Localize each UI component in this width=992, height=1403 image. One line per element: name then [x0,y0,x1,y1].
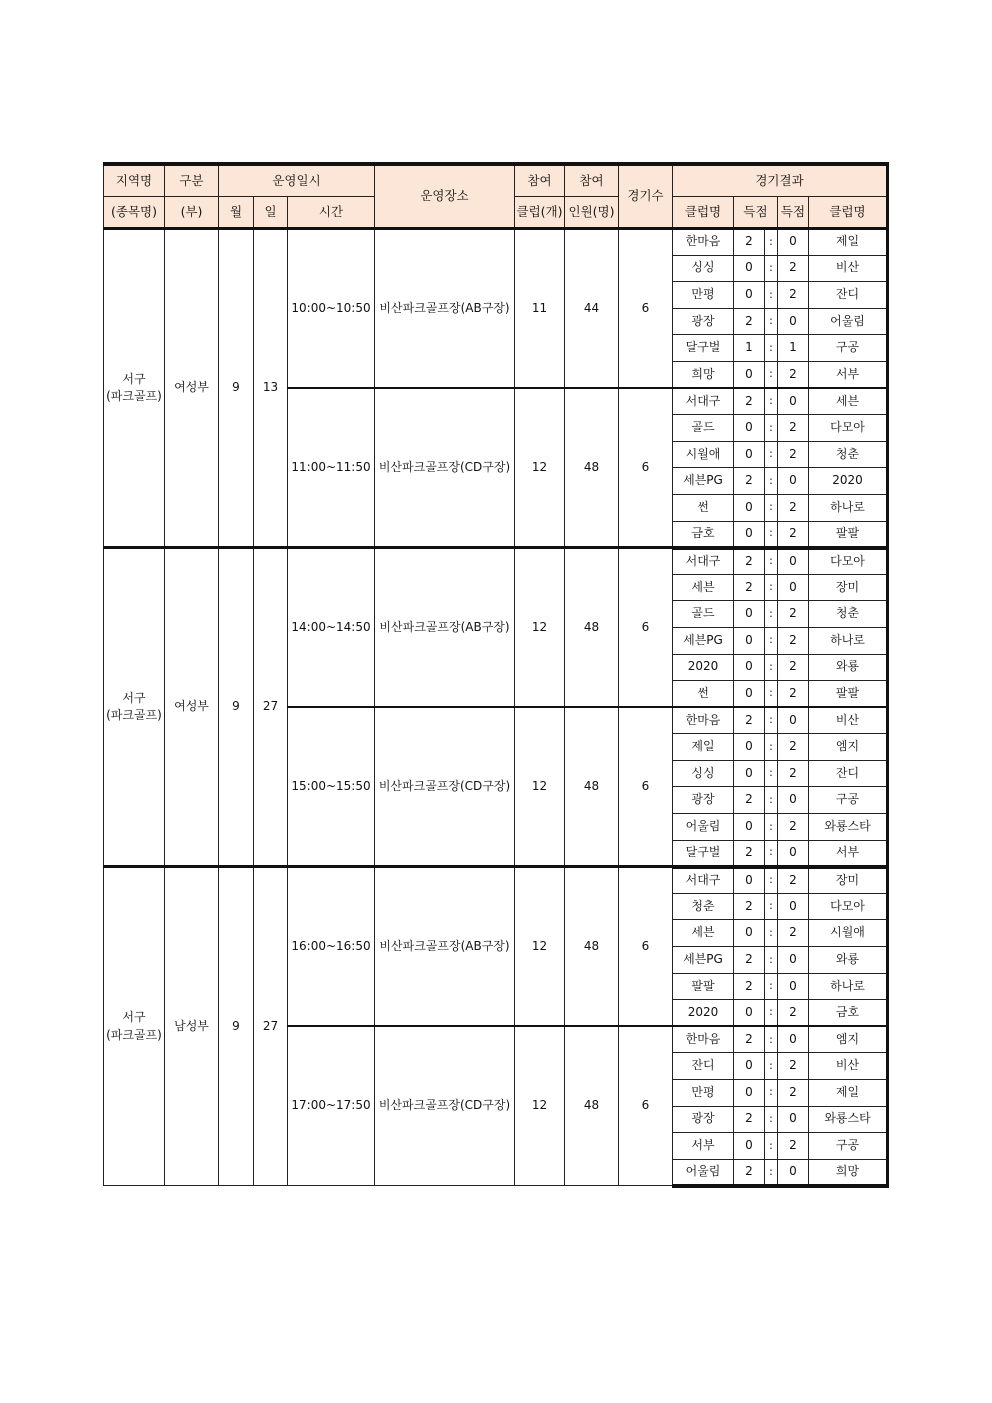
score-separator: : [765,867,778,894]
home-score-cell: 0 [734,494,765,521]
away-score-cell: 0 [778,947,809,974]
home-club-cell: 썬 [673,681,734,708]
header-club-name-right: 클럽명 [809,197,888,229]
home-score-cell: 2 [734,973,765,1000]
home-club-cell: 2020 [673,654,734,681]
time-cell: 10:00~10:50 [288,229,375,389]
header-club-name-left: 클럽명 [673,197,734,229]
home-club-cell: 광장 [673,308,734,335]
time-cell: 11:00~11:50 [288,388,375,548]
games-count-cell: 6 [619,1026,673,1186]
time-cell: 14:00~14:50 [288,548,375,708]
month-cell: 9 [219,867,254,1186]
home-score-cell: 0 [734,920,765,947]
region-cell [104,229,165,548]
away-score-cell: 2 [778,415,809,442]
people-count-cell: 48 [565,707,619,867]
score-separator: : [765,973,778,1000]
home-club-cell: 광장 [673,1106,734,1133]
header-region-sub: (종목명) [104,197,165,229]
score-separator: : [765,388,778,415]
home-score-cell: 0 [734,415,765,442]
home-club-cell: 서대구 [673,867,734,894]
score-separator: : [765,1080,778,1107]
table-body [104,229,888,1186]
away-club-cell: 시월애 [809,920,888,947]
home-score-cell: 2 [734,1106,765,1133]
home-score-cell: 2 [734,229,765,256]
away-score-cell: 2 [778,282,809,309]
region-name: 서구 [122,371,146,386]
division-cell: 남성부 [165,867,219,1186]
score-separator: : [765,840,778,867]
away-score-cell: 2 [778,1000,809,1027]
away-club-cell: 하나로 [809,627,888,654]
month-cell: 9 [219,548,254,867]
home-score-cell: 0 [734,654,765,681]
region-name: 서구 [122,690,146,705]
day-cell: 27 [254,867,288,1186]
home-club-cell: 2020 [673,1000,734,1027]
away-score-cell: 2 [778,441,809,468]
home-score-cell: 2 [734,548,765,575]
people-count-cell: 48 [565,867,619,1027]
day-cell: 13 [254,229,288,548]
home-score-cell: 0 [734,601,765,628]
away-club-cell: 구공 [809,335,888,362]
score-separator: : [765,468,778,495]
away-club-cell: 비산 [809,1053,888,1080]
away-club-cell: 서부 [809,361,888,388]
away-club-cell: 팔팔 [809,681,888,708]
away-club-cell: 제일 [809,1080,888,1107]
score-separator: : [765,601,778,628]
home-club-cell: 잔디 [673,1053,734,1080]
home-club-cell: 금호 [673,521,734,548]
away-score-cell: 1 [778,335,809,362]
home-club-cell: 만평 [673,1080,734,1107]
score-separator: : [765,1026,778,1053]
region-cell [104,867,165,1186]
away-club-cell: 잔디 [809,760,888,787]
home-club-cell: 세븐 [673,920,734,947]
games-count-cell: 6 [619,867,673,1027]
away-club-cell: 장미 [809,867,888,894]
away-club-cell: 비산 [809,707,888,734]
home-club-cell: 세븐PG [673,468,734,495]
home-club-cell: 달구벌 [673,335,734,362]
away-club-cell: 엠지 [809,734,888,761]
home-club-cell: 시월애 [673,441,734,468]
away-club-cell: 와룡 [809,654,888,681]
home-club-cell: 제일 [673,734,734,761]
score-separator: : [765,574,778,601]
score-separator: : [765,494,778,521]
home-score-cell: 1 [734,335,765,362]
header-month: 월 [219,197,254,229]
schedule-results-table [103,162,889,1188]
away-score-cell: 0 [778,1106,809,1133]
header-people-sub: 인원(명) [565,197,619,229]
games-count-cell: 6 [619,229,673,389]
header-clubs: 참여 [515,164,565,197]
score-separator: : [765,1106,778,1133]
header-venue: 운영장소 [375,164,515,229]
home-club-cell: 서부 [673,1133,734,1160]
away-club-cell: 금호 [809,1000,888,1027]
away-score-cell: 2 [778,361,809,388]
score-separator: : [765,335,778,362]
time-cell: 16:00~16:50 [288,867,375,1027]
home-score-cell: 2 [734,574,765,601]
away-score-cell: 0 [778,574,809,601]
home-club-cell: 골드 [673,601,734,628]
home-club-cell: 청춘 [673,893,734,920]
month-cell: 9 [219,229,254,548]
home-score-cell: 0 [734,814,765,841]
clubs-count-cell: 12 [515,1026,565,1186]
home-score-cell: 0 [734,1000,765,1027]
home-club-cell: 한마음 [673,229,734,256]
table-row [104,548,888,575]
away-club-cell: 어울림 [809,308,888,335]
home-score-cell: 0 [734,1053,765,1080]
home-score-cell: 0 [734,361,765,388]
header-time: 시간 [288,197,375,229]
region-cell [104,548,165,867]
away-club-cell: 장미 [809,574,888,601]
away-score-cell: 2 [778,1080,809,1107]
away-score-cell: 0 [778,1026,809,1053]
away-score-cell: 2 [778,601,809,628]
home-score-cell: 0 [734,282,765,309]
away-club-cell: 다모아 [809,893,888,920]
division-cell: 여성부 [165,229,219,548]
score-separator: : [765,893,778,920]
home-score-cell: 0 [734,681,765,708]
away-club-cell: 구공 [809,1133,888,1160]
away-score-cell: 0 [778,548,809,575]
home-club-cell: 만평 [673,282,734,309]
games-count-cell: 6 [619,388,673,548]
home-score-cell: 0 [734,441,765,468]
away-club-cell: 희망 [809,1159,888,1186]
score-separator: : [765,947,778,974]
home-score-cell: 0 [734,255,765,282]
venue-cell: 비산파크골프장(CD구장) [375,707,515,867]
home-club-cell: 팔팔 [673,973,734,1000]
home-club-cell: 싱싱 [673,255,734,282]
home-club-cell: 어울림 [673,1159,734,1186]
away-score-cell: 2 [778,760,809,787]
away-score-cell: 0 [778,973,809,1000]
away-club-cell: 다모아 [809,548,888,575]
division-cell: 여성부 [165,548,219,867]
home-score-cell: 2 [734,308,765,335]
home-score-cell: 2 [734,468,765,495]
away-score-cell: 2 [778,654,809,681]
away-score-cell: 2 [778,814,809,841]
score-separator: : [765,282,778,309]
header-people: 참여 [565,164,619,197]
away-score-cell: 2 [778,255,809,282]
home-score-cell: 2 [734,1026,765,1053]
score-separator: : [765,361,778,388]
home-score-cell: 0 [734,867,765,894]
clubs-count-cell: 12 [515,707,565,867]
score-separator: : [765,548,778,575]
score-separator: : [765,654,778,681]
away-club-cell: 엠지 [809,1026,888,1053]
away-score-cell: 2 [778,920,809,947]
home-score-cell: 0 [734,1133,765,1160]
away-club-cell: 비산 [809,255,888,282]
people-count-cell: 48 [565,1026,619,1186]
home-club-cell: 세븐PG [673,947,734,974]
score-separator: : [765,681,778,708]
away-club-cell: 와룡스타 [809,1106,888,1133]
away-score-cell: 2 [778,1053,809,1080]
home-club-cell: 한마음 [673,1026,734,1053]
score-separator: : [765,734,778,761]
score-separator: : [765,814,778,841]
home-score-cell: 0 [734,760,765,787]
score-separator: : [765,1133,778,1160]
away-club-cell: 구공 [809,787,888,814]
people-count-cell: 48 [565,548,619,708]
region-sport: (파크골프) [106,1027,162,1042]
home-score-cell: 2 [734,947,765,974]
away-club-cell: 와룡 [809,947,888,974]
home-score-cell: 2 [734,1159,765,1186]
home-score-cell: 2 [734,787,765,814]
away-score-cell: 0 [778,308,809,335]
away-club-cell: 팔팔 [809,521,888,548]
away-score-cell: 0 [778,468,809,495]
score-separator: : [765,441,778,468]
venue-cell: 비산파크골프장(AB구장) [375,867,515,1027]
score-separator: : [765,787,778,814]
venue-cell: 비산파크골프장(AB구장) [375,548,515,708]
people-count-cell: 44 [565,229,619,389]
region-sport: (파크골프) [106,708,162,723]
header-division-sub: (부) [165,197,219,229]
score-separator: : [765,521,778,548]
home-score-cell: 0 [734,521,765,548]
home-score-cell: 2 [734,707,765,734]
away-score-cell: 0 [778,787,809,814]
away-score-cell: 2 [778,867,809,894]
home-score-cell: 2 [734,388,765,415]
home-score-cell: 2 [734,893,765,920]
away-score-cell: 2 [778,734,809,761]
away-club-cell: 서부 [809,840,888,867]
day-cell: 27 [254,548,288,867]
score-separator: : [765,308,778,335]
home-club-cell: 썬 [673,494,734,521]
header-games: 경기수 [619,164,673,229]
home-club-cell: 세븐 [673,574,734,601]
away-club-cell: 제일 [809,229,888,256]
away-score-cell: 0 [778,388,809,415]
score-separator: : [765,920,778,947]
away-score-cell: 0 [778,840,809,867]
venue-cell: 비산파크골프장(AB구장) [375,229,515,389]
away-score-cell: 2 [778,1133,809,1160]
score-separator: : [765,760,778,787]
away-club-cell: 하나로 [809,494,888,521]
away-club-cell: 세븐 [809,388,888,415]
score-separator: : [765,627,778,654]
away-score-cell: 0 [778,707,809,734]
header-region: 지역명 [104,164,165,197]
header-results: 경기결과 [673,164,888,197]
home-club-cell: 달구벌 [673,840,734,867]
table-row [104,867,888,894]
header-score-right: 득점 [778,197,809,229]
games-count-cell: 6 [619,548,673,708]
clubs-count-cell: 11 [515,229,565,389]
away-club-cell: 청춘 [809,601,888,628]
header-schedule: 운영일시 [219,164,375,197]
venue-cell: 비산파크골프장(CD구장) [375,1026,515,1186]
score-separator: : [765,1000,778,1027]
score-separator: : [765,255,778,282]
games-count-cell: 6 [619,707,673,867]
away-club-cell: 청춘 [809,441,888,468]
away-score-cell: 2 [778,627,809,654]
home-club-cell: 희망 [673,361,734,388]
time-cell: 17:00~17:50 [288,1026,375,1186]
home-score-cell: 0 [734,734,765,761]
time-cell: 15:00~15:50 [288,707,375,867]
home-club-cell: 골드 [673,415,734,442]
score-separator: : [765,229,778,256]
score-separator: : [765,1159,778,1186]
people-count-cell: 48 [565,388,619,548]
away-score-cell: 0 [778,1159,809,1186]
home-score-cell: 0 [734,627,765,654]
region-name: 서구 [122,1010,146,1025]
away-score-cell: 2 [778,681,809,708]
score-separator: : [765,415,778,442]
home-club-cell: 어울림 [673,814,734,841]
away-score-cell: 2 [778,521,809,548]
score-separator: : [765,707,778,734]
header-clubs-sub: 클럽(개) [515,197,565,229]
home-score-cell: 0 [734,1080,765,1107]
home-club-cell: 광장 [673,787,734,814]
away-club-cell: 잔디 [809,282,888,309]
home-club-cell: 서대구 [673,548,734,575]
away-club-cell: 와룡스타 [809,814,888,841]
header-score-left: 득점 [734,197,778,229]
score-separator: : [765,1053,778,1080]
away-score-cell: 0 [778,893,809,920]
away-score-cell: 2 [778,494,809,521]
clubs-count-cell: 12 [515,548,565,708]
away-club-cell: 다모아 [809,415,888,442]
venue-cell: 비산파크골프장(CD구장) [375,388,515,548]
away-score-cell: 0 [778,229,809,256]
clubs-count-cell: 12 [515,867,565,1027]
header-day: 일 [254,197,288,229]
away-club-cell: 2020 [809,468,888,495]
table-row [104,229,888,256]
table-header [104,164,888,229]
home-score-cell: 2 [734,840,765,867]
home-club-cell: 한마음 [673,707,734,734]
clubs-count-cell: 12 [515,388,565,548]
home-club-cell: 싱싱 [673,760,734,787]
home-club-cell: 세븐PG [673,627,734,654]
region-sport: (파크골프) [106,389,162,404]
home-club-cell: 서대구 [673,388,734,415]
header-division: 구분 [165,164,219,197]
away-club-cell: 하나로 [809,973,888,1000]
